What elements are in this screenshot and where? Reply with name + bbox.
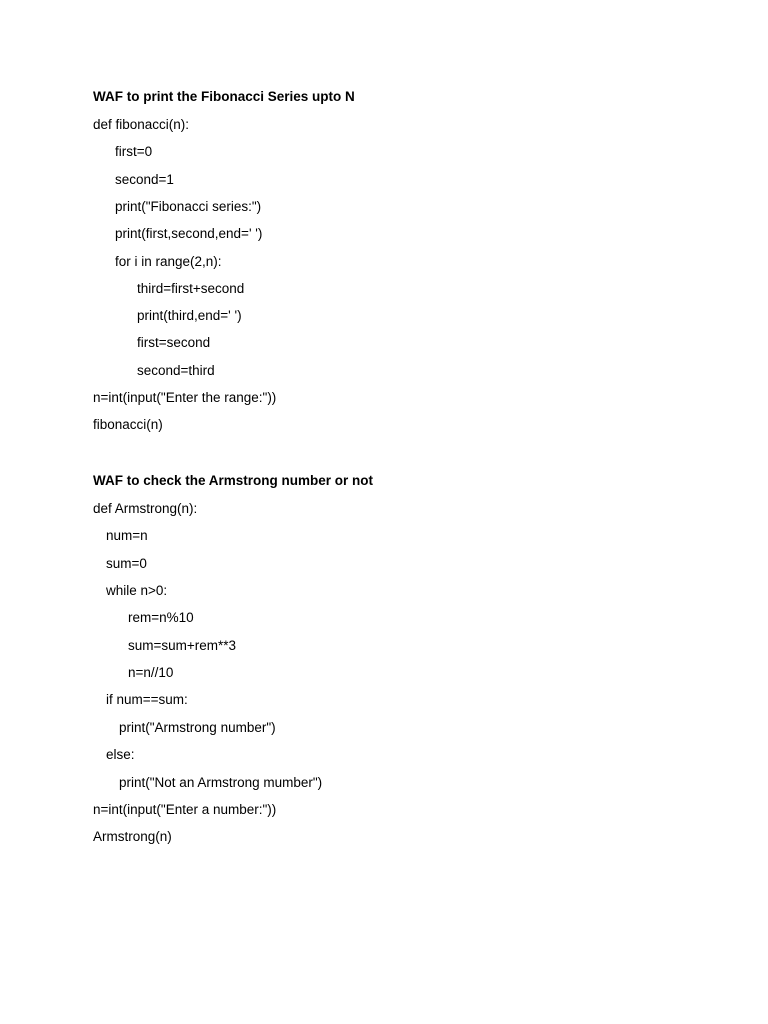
code-line: print("Not an Armstrong mumber")	[119, 775, 323, 790]
code-line: Armstrong(n)	[93, 829, 172, 844]
code-line: print(first,second,end=' ')	[115, 226, 263, 241]
code-line: def Armstrong(n):	[93, 501, 198, 516]
code-line: num=n	[106, 528, 148, 543]
code-line: print(third,end=' ')	[137, 308, 242, 323]
code-line: else:	[106, 747, 135, 762]
code-line: while n>0:	[106, 583, 168, 598]
code-line: sum=0	[106, 556, 147, 571]
code-line: fibonacci(n)	[93, 417, 163, 432]
code-line: for i in range(2,n):	[115, 254, 222, 269]
code-line: def fibonacci(n):	[93, 117, 190, 132]
code-line: n=n//10	[128, 665, 174, 680]
code-line: third=first+second	[137, 281, 245, 296]
code-line: n=int(input("Enter a number:"))	[93, 802, 277, 817]
code-line: print("Armstrong number")	[119, 720, 276, 735]
code-line: first=second	[137, 335, 211, 350]
code-line: first=0	[115, 144, 153, 159]
code-line: if num==sum:	[106, 692, 188, 707]
code-line: print("Fibonacci series:")	[115, 199, 262, 214]
armstrong-heading: WAF to check the Armstrong number or not	[93, 473, 374, 488]
code-line: second=1	[115, 172, 174, 187]
code-line: sum=sum+rem**3	[128, 638, 237, 653]
code-line: second=third	[137, 363, 215, 378]
fibonacci-heading: WAF to print the Fibonacci Series upto N	[93, 89, 355, 104]
code-line: n=int(input("Enter the range:"))	[93, 390, 277, 405]
code-line: rem=n%10	[128, 610, 194, 625]
